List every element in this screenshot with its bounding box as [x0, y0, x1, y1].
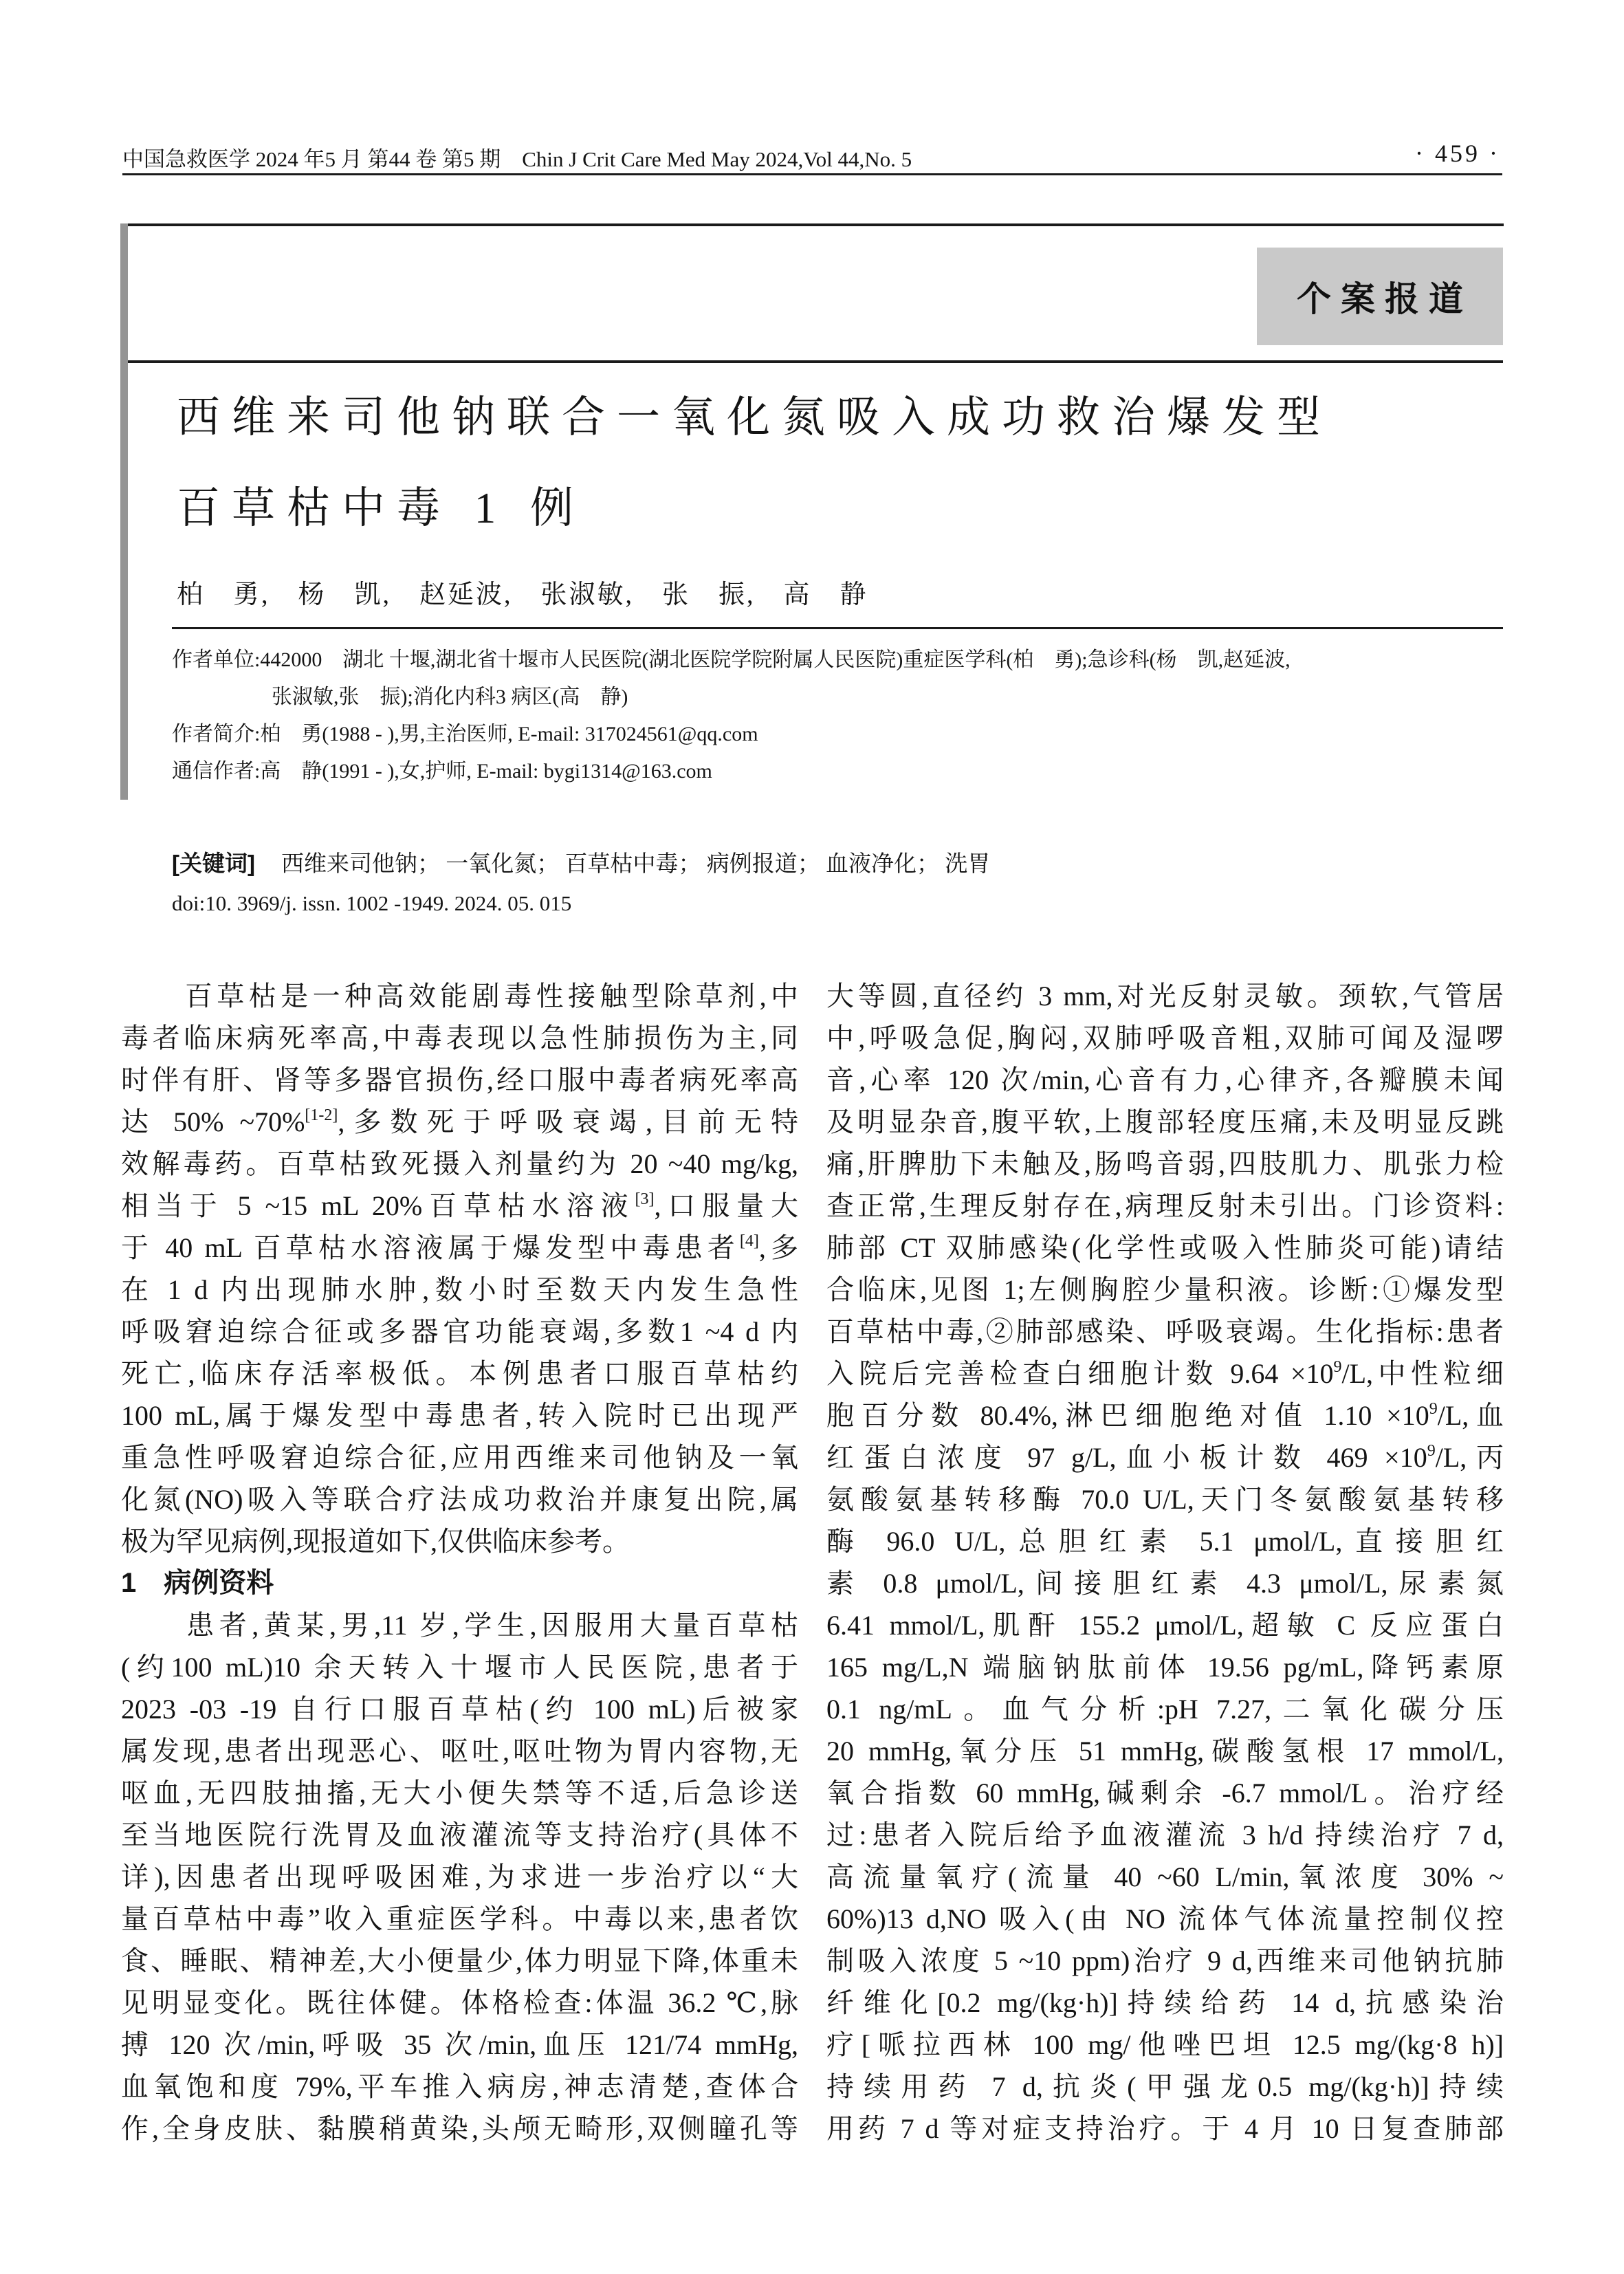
body-text-line: 作,全身皮肤、黏膜稍黄染,头颅无畸形,双侧瞳孔等 — [121, 2113, 798, 2144]
journal-header-info: 中国急救医学 2024 年5 月 第44 卷 第5 期 Chin J Crit Care Med May 2024,Vol 44,No. 5 — [122, 147, 912, 171]
keywords-label: [关键词] — [172, 851, 255, 876]
article-title-line-2: 百草枯中毒 1 例 — [177, 484, 585, 532]
superscript: 9 — [1427, 1442, 1436, 1460]
corresponding-author-line: 通信作者:高 静(1991 - ),女,护师, E-mail: bygi1314@163.com — [172, 760, 712, 783]
body-text-line: 时伴有肝、肾等多器官损伤,经口服中毒者病死率高 — [121, 1064, 798, 1095]
body-text-line: 用药 7 d 等对症支持治疗。于 4 月 10 日复查肺部 — [826, 2113, 1504, 2144]
affiliation-line: 作者单位:442000 湖北 十堰,湖北省十堰市人民医院(湖北医院学院附属人民医院)重症医学科(柏 勇);急诊科(杨 凯,赵延波, — [172, 648, 1291, 671]
keywords-line — [172, 846, 990, 878]
body-text-line: 中,呼吸急促,胸闷,双肺呼吸音粗,双肺可闻及湿啰 — [826, 1023, 1504, 1053]
body-text-line: (约100 mL)10 余天转入十堰市人民医院,患者于 — [121, 1652, 798, 1683]
body-text-line: 食、睡眠、精神差,大小便量少,体力明显下降,体重未 — [121, 1945, 798, 1976]
body-text-line: 至当地医院行洗胃及血液灌流等支持治疗(具体不 — [121, 1819, 798, 1850]
header-divider — [122, 173, 1502, 175]
body-text-line: 及明显杂音,腹平软,上腹部轻度压痛,未及明显反跳 — [826, 1106, 1504, 1137]
body-text-line: 极为罕见病例,现报道如下,仅供临床参考。 — [121, 1526, 630, 1557]
body-text-line: 氨酸氨基转移酶 70.0 U/L,天门冬氨酸氨基转移 — [826, 1484, 1504, 1515]
body-text-line: 制吸入浓度 5 ~10 ppm)治疗 9 d,西维来司他钠抗肺 — [826, 1945, 1504, 1976]
body-text-line: 搏 120 次/min,呼吸 35 次/min,血压 121/74 mmHg, — [121, 2029, 798, 2060]
superscript: 9 — [1429, 1400, 1438, 1418]
body-text-line: 合临床,见图 1;左侧胸腔少量积液。诊断:①爆发型 — [826, 1274, 1504, 1305]
body-right-column — [826, 975, 1504, 2150]
body-text-line: 详),因患者出现呼吸困难,为求进一步治疗以“大 — [121, 1861, 798, 1892]
authors-line: 柏 勇, 杨 凯, 赵延波, 张淑敏, 张 振, 高 静 — [177, 580, 868, 609]
left-accent-bar — [120, 223, 128, 800]
body-text-line: 呕血,无四肢抽搐,无大小便失禁等不适,后急诊送 — [121, 1778, 798, 1808]
body-text-line: 毒者临床病死率高,中毒表现以急性肺损伤为主,同 — [121, 1023, 798, 1053]
body-text-line: 165 mg/L,N 端脑钠肽前体 19.56 pg/mL,降钙素原 — [826, 1652, 1504, 1683]
body-text-line: 氧合指数 60 mmHg,碱剩余 -6.7 mmol/L。治疗经 — [826, 1778, 1504, 1808]
body-text-line: 2023 -03 -19 自行口服百草枯(约 100 mL)后被家 — [121, 1694, 798, 1725]
body-text-line: 大等圆,直径约 3 mm,对光反射灵敏。颈软,气管居 — [826, 981, 1504, 1012]
body-text-line: 酶 96.0 U/L,总胆红素 5.1 μmol/L,直接胆红 — [826, 1526, 1504, 1557]
body-text-line: 持续用药 7 d,抗炎(甲强龙0.5 mg/(kg·h)]持续 — [826, 2071, 1504, 2102]
body-text-line: 于 40 mL 百草枯水溶液属于爆发型中毒患者[4],多 — [121, 1232, 798, 1263]
body-text-line: 入院后完善检查白细胞计数 $9.64 \times 10^9/L$,中性粒细 — [826, 1358, 1504, 1389]
body-text-line: 音,心率 120 次/min,心音有力,心律齐,各瓣膜未闻 — [826, 1064, 1504, 1095]
body-text-line: 高流量氧疗(流量 40 ~60 L/min,氧浓度 30% ~ — [826, 1861, 1504, 1892]
body-text-line: 纤维化[0.2 mg/(kg·h)]持续给药 14 d,抗感染治 — [826, 1987, 1504, 2018]
body-text-line: 效解毒药。百草枯致死摄入剂量约为 20 ~40 mg/kg, — [121, 1148, 798, 1179]
body-text-line: 患者,黄某,男,11 岁,学生,因服用大量百草枯 — [121, 1610, 798, 1641]
superscript: 9 — [1333, 1358, 1342, 1376]
superscript: [1-2] — [305, 1106, 338, 1124]
title-block-top-divider — [120, 223, 1504, 226]
affiliation-line-continued: 张淑敏,张 振);消化内科3 病区(高 静) — [272, 686, 628, 708]
keywords-text: 西维来司他钠； 一氧化氮； 百草枯中毒； 病例报道； 血液净化； 洗胃 — [281, 852, 991, 877]
body-text-line: 属发现,患者出现恶心、呕吐,呕吐物为胃内容物,无 — [121, 1736, 798, 1767]
body-text-line: 查正常,生理反射存在,病理反射未引出。门诊资料: — [826, 1190, 1504, 1221]
body-text-line: 达 50% ~70%[1-2],多数死于呼吸衰竭,目前无特 — [121, 1106, 798, 1137]
authors-divider — [172, 627, 1503, 629]
title-divider — [128, 360, 1503, 363]
body-text-line: 红蛋白浓度 97 g/L,血小板计数 $469 \times 10^9/L$,丙 — [826, 1442, 1504, 1473]
body-text-line: 重急性呼吸窘迫综合征,应用西维来司他钠及一氧 — [121, 1442, 798, 1473]
body-text-line: 百草枯中毒,②肺部感染、呼吸衰竭。生化指标:患者 — [826, 1316, 1504, 1347]
body-text-line: 胞百分数 80.4%,淋巴细胞绝对值 $1.10 \times 10^9/L$,血 — [826, 1400, 1504, 1431]
body-text-line: 血氧饱和度 79%,平车推入病房,神志清楚,查体合 — [121, 2071, 798, 2102]
superscript: [3] — [635, 1190, 655, 1208]
author-bio-line: 作者简介:柏 勇(1988 - ),男,主治医师, E-mail: 317024561@qq.com — [172, 723, 758, 745]
article-type-badge: 个案报道 — [1257, 248, 1503, 345]
body-text-line: 6.41 mmol/L,肌酐 155.2 μmol/L,超敏 C 反应蛋白 — [826, 1610, 1504, 1641]
body-left-column — [121, 975, 798, 2150]
body-text-line: 60%)13 d,NO 吸入(由 NO 流体气体流量控制仪控 — [826, 1903, 1504, 1934]
body-text-line: 量百草枯中毒”收入重症医学科。中毒以来,患者饮 — [121, 1903, 798, 1934]
body-text-line: 疗[哌拉西林 100 mg/他唑巴坦 12.5 mg/(kg·8 h)] — [826, 2029, 1504, 2060]
body-text-line: 素 0.8 μmol/L,间接胆红素 4.3 μmol/L,尿素氮 — [826, 1568, 1504, 1599]
author-notes-block — [172, 642, 1506, 790]
doi-line: doi:10. 3969/j. issn. 1002 -1949. 2024. 05. 015 — [172, 891, 572, 915]
body-text-line: 相当于 5 ~15 mL 20%百草枯水溶液[3],口服量大 — [121, 1190, 798, 1221]
body-text-line: 百草枯是一种高效能剧毒性接触型除草剂,中 — [121, 981, 798, 1012]
body-text-line: 20 mmHg,氧分压 51 mmHg,碳酸氢根 17 mmol/L, — [826, 1736, 1504, 1767]
body-text-line: 100 mL,属于爆发型中毒患者,转入院时已出现严 — [121, 1400, 798, 1431]
body-text-line: 痛,肝脾肋下未触及,肠鸣音弱,四肢肌力、肌张力检 — [826, 1148, 1504, 1179]
body-text-line: 肺部 CT 双肺感染(化学性或吸入性肺炎可能)请结 — [826, 1232, 1504, 1263]
superscript: [4] — [739, 1232, 759, 1250]
body-text-line: 化氮(NO)吸入等联合疗法成功救治并康复出院,属 — [121, 1484, 798, 1515]
article-title-line-1: 西维来司他钠联合一氧化氮吸入成功救治爆发型 — [177, 393, 1332, 441]
body-text-line: 0.1 ng/mL。血气分析:pH 7.27,二氧化碳分压 — [826, 1694, 1504, 1725]
section-heading: 1 病例资料 — [121, 1568, 274, 1598]
body-text-line: 呼吸窘迫综合征或多器官功能衰竭,多数1 ~4 d 内 — [121, 1316, 798, 1347]
page-number: · 459 · — [1415, 140, 1500, 167]
body-text-line: 见明显变化。既往体健。体格检查:体温 36.2 ℃,脉 — [121, 1987, 798, 2018]
body-text-line: 过:患者入院后给予血液灌流 3 h/d 持续治疗 7 d, — [826, 1819, 1504, 1850]
body-text-line: 死亡,临床存活率极低。本例患者口服百草枯约 — [121, 1358, 798, 1389]
body-text-line: 在 1 d 内出现肺水肿,数小时至数天内发生急性 — [121, 1274, 798, 1305]
